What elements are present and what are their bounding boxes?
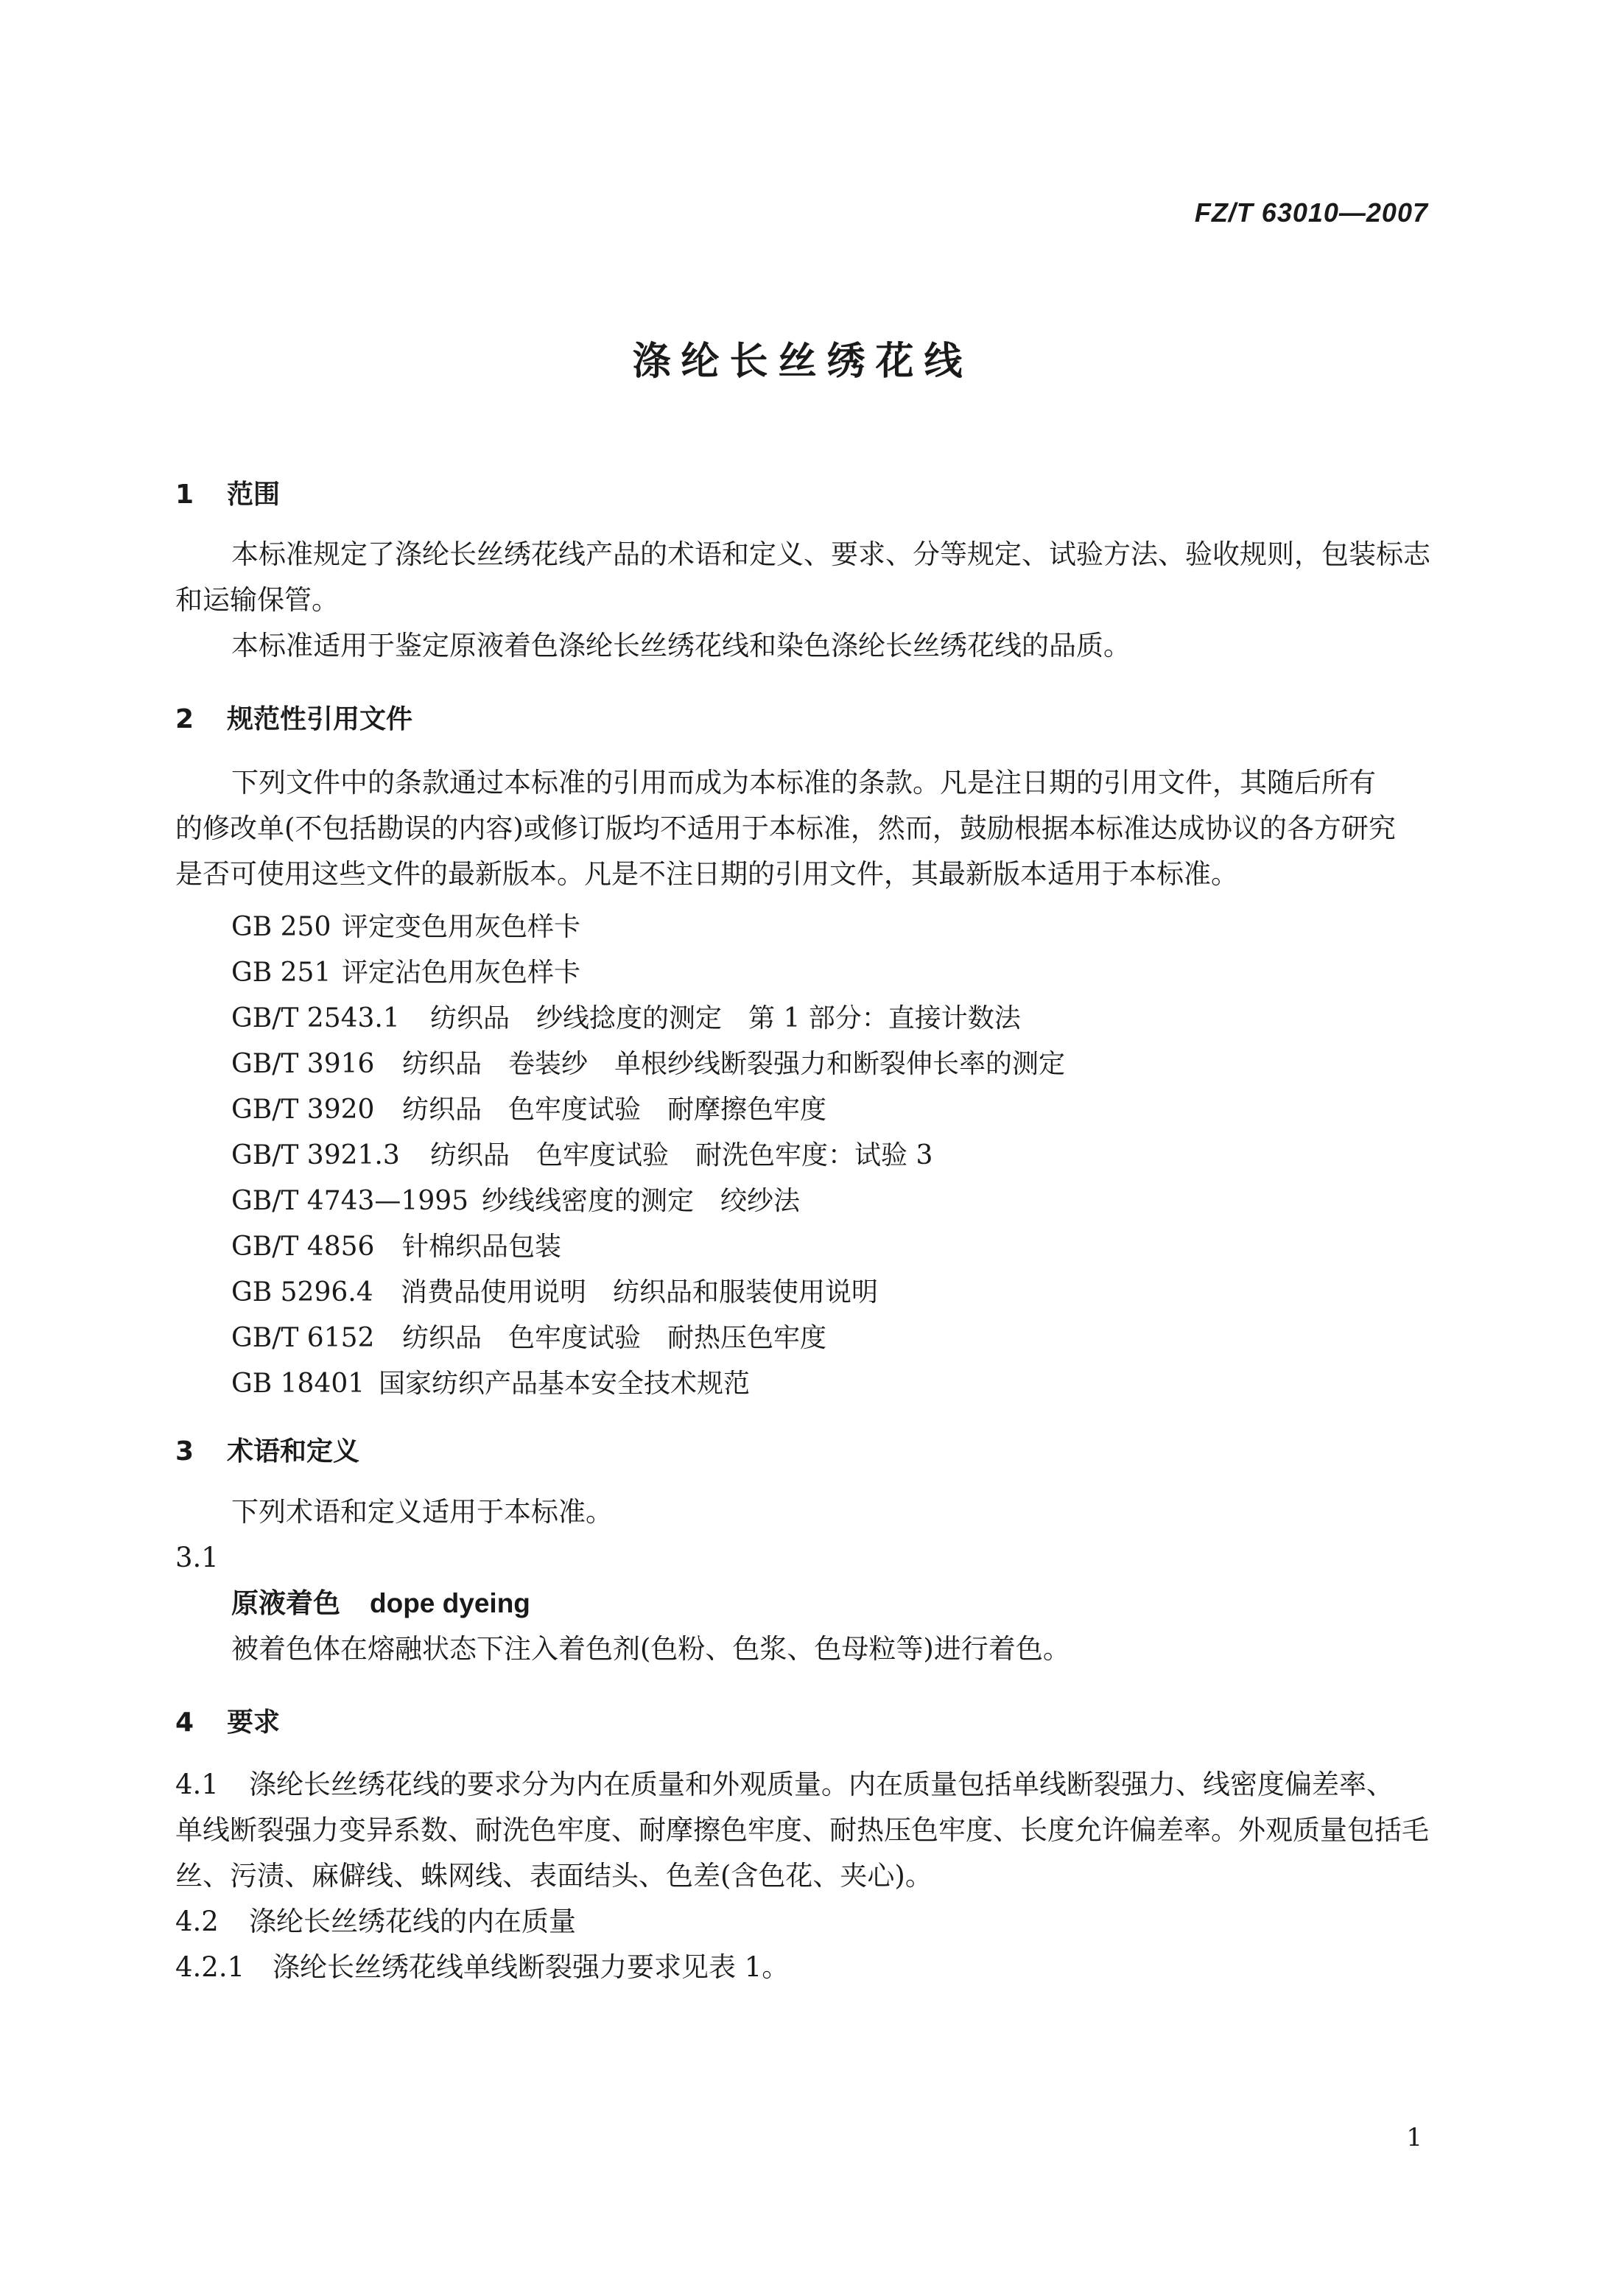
clause-4-1: [175, 1762, 1394, 1808]
reference-title: 消费品使用说明 纺织品和服装使用说明: [401, 1277, 879, 1307]
reference-item: [231, 1089, 826, 1126]
reference-item: [231, 1271, 878, 1309]
section-title: 要求: [227, 1707, 281, 1738]
paragraph: 本标准规定了涤纶长丝绣花线产品的术语和定义、要求、分等规定、试验方法、验收规则，包装标志: [231, 538, 1430, 570]
document-title: 涤纶长丝绣花线: [632, 340, 973, 384]
clause-number: 3.1: [175, 1542, 219, 1573]
paragraph: 下列文件中的条款通过本标准的引用而成为本标准的条款。凡是注日期的引用文件，其随后所有: [231, 767, 1376, 798]
section-2-heading: [175, 698, 412, 736]
reference-title: 国家纺织产品基本安全技术规范: [379, 1369, 751, 1399]
reference-title: 纺织品 色牢度试验 耐热压色牢度: [402, 1323, 827, 1353]
paragraph-continuation: 的修改单(不包括勘误的内容)或修订版均不适用于本标准，然而，鼓励根据本标准达成协议的各方研究: [175, 812, 1396, 844]
reference-code: GB/T 6152: [231, 1323, 375, 1353]
term-definition: 被着色体在熔融状态下注入着色剂(色粉、色浆、色母粒等)进行着色。: [231, 1633, 1070, 1665]
clause-number: 4.2.1: [175, 1951, 245, 1983]
section-number: 2: [175, 704, 194, 734]
reference-code: GB/T 3921.3: [231, 1140, 400, 1170]
reference-item: [231, 1134, 933, 1172]
clause-text: 涤纶长丝绣花线的内在质量: [249, 1906, 576, 1937]
section-4-heading: [175, 1702, 280, 1739]
clause-4-2: [175, 1899, 576, 1945]
section-1-heading: [175, 474, 280, 511]
paragraph-continuation: 是否可使用这些文件的最新版本。凡是不注日期的引用文件，其最新版本适用于本标准。: [175, 858, 1238, 890]
paragraph: 本标准适用于鉴定原液着色涤纶长丝绣花线和染色涤纶长丝绣花线的品质。: [231, 630, 1131, 661]
section-3-heading: [175, 1430, 359, 1468]
reference-code: GB/T 2543.1: [231, 1003, 400, 1033]
clause-text: 涤纶长丝绣花线单线断裂强力要求见表 1。: [273, 1951, 790, 1983]
reference-title: 纺织品 卷装纱 单根纱线断裂强力和断裂伸长率的测定: [402, 1049, 1066, 1079]
reference-title: 评定变色用灰色样卡: [342, 912, 581, 942]
clause-4-2-1: [175, 1945, 789, 1990]
page-number: 1: [1406, 2123, 1422, 2152]
reference-code: GB 250: [231, 912, 331, 942]
reference-item: [231, 952, 580, 989]
term-english: dope dyeing: [370, 1588, 530, 1618]
clause-text: 涤纶长丝绣花线的要求分为内在质量和外观质量。内在质量包括单线断裂强力、线密度偏差率、: [249, 1769, 1394, 1800]
section-number: 3: [175, 1436, 194, 1467]
clause-number: 4.2: [175, 1906, 219, 1937]
section-number: 1: [175, 480, 194, 510]
reference-code: GB/T 4856: [231, 1232, 375, 1262]
reference-title: 评定沾色用灰色样卡: [342, 958, 581, 988]
paragraph-continuation: 丝、污渍、麻僻线、蛛网线、表面结头、色差(含色花、夹心)。: [175, 1860, 933, 1892]
reference-code: GB/T 3920: [231, 1095, 375, 1125]
reference-code: GB 18401: [231, 1369, 365, 1399]
reference-code: GB/T 3916: [231, 1049, 375, 1079]
reference-code: GB/T 4743—1995: [231, 1186, 469, 1216]
reference-title: 纺织品 纱线捻度的测定 第 1 部分：直接计数法: [430, 1003, 1021, 1033]
reference-code: GB 251: [231, 958, 331, 988]
section-title: 规范性引用文件: [227, 704, 413, 734]
term-chinese: 原液着色: [231, 1587, 340, 1619]
term-entry: [231, 1581, 530, 1626]
reference-title: 纺织品 色牢度试验 耐洗色牢度：试验 3: [430, 1140, 933, 1170]
reference-title: 纱线线密度的测定 绞纱法: [482, 1186, 801, 1216]
reference-item: [231, 1043, 1065, 1081]
standard-code: FZ/T 63010—2007: [1194, 197, 1428, 228]
clause-number: 4.1: [175, 1769, 219, 1800]
reference-item: [231, 1226, 561, 1263]
section-title: 范围: [227, 480, 281, 510]
section-number: 4: [175, 1707, 194, 1738]
reference-code: GB 5296.4: [231, 1277, 373, 1307]
reference-title: 针棉织品包装: [402, 1232, 562, 1262]
section-title: 术语和定义: [227, 1436, 360, 1467]
reference-item: [231, 997, 1021, 1035]
reference-item: [231, 1363, 750, 1400]
paragraph-continuation: 和运输保管。: [175, 584, 339, 616]
paragraph: 下列术语和定义适用于本标准。: [231, 1496, 613, 1528]
reference-item: [231, 1180, 800, 1218]
reference-item: [231, 906, 580, 944]
reference-item: [231, 1317, 826, 1355]
paragraph-continuation: 单线断裂强力变异系数、耐洗色牢度、耐摩擦色牢度、耐热压色牢度、长度允许偏差率。外观质量包括毛: [175, 1814, 1429, 1846]
reference-title: 纺织品 色牢度试验 耐摩擦色牢度: [402, 1095, 827, 1125]
